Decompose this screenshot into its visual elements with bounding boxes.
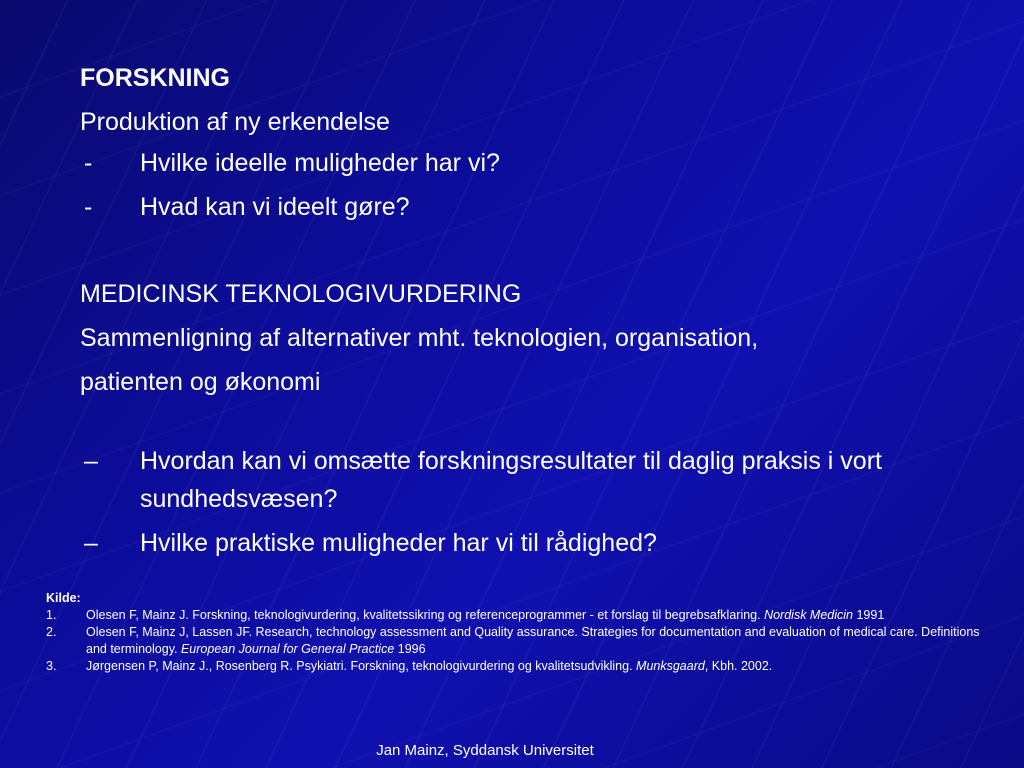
source-number: 2. [46, 625, 57, 639]
line-sammenligning: Sammenligning af alternativer mht. teknologien, organisation, [80, 324, 759, 352]
bullet-item [80, 144, 960, 182]
source-text: Jørgensen P, Mainz J., Rosenberg R. Psykiatri. Forskning, teknologivurdering og kvalitetsudvikling. Munksgaard, Kbh. 2002. [86, 659, 773, 673]
source-text: Olesen F, Mainz J. Forskning, teknologivurdering, kvalitetssikring og referenceprogrammer - et forslag til begrebsafklaring. Nordisk Medicin 1991 [86, 608, 885, 622]
source-item [46, 607, 986, 624]
source-item [46, 624, 986, 658]
bullet-text: Hvad kan vi ideelt gøre? [140, 193, 410, 221]
bullet-item [80, 188, 960, 226]
bullet-mark: – [84, 529, 98, 557]
source-item [46, 658, 986, 675]
line-patienten: patienten og økonomi [80, 368, 321, 396]
heading-mtv: MEDICINSK TEKNOLOGIVURDERING [80, 280, 522, 308]
source-text: Olesen F, Mainz J, Lassen JF. Research, technology assessment and Quality assurance. Strategies for documentation and evaluation of medical care. Definitions and terminology. European Journal for General Practice 1996 [86, 625, 980, 656]
source-journal: European Journal for General Practice [180, 642, 395, 656]
line-produktion: Produktion af ny erkendelse [80, 108, 390, 136]
heading-forskning: FORSKNING [80, 64, 230, 92]
bullet-mark: - [84, 193, 93, 221]
bullet-text: Hvilke ideelle muligheder har vi? [140, 149, 500, 177]
bullet-mark: – [84, 447, 98, 475]
bullet-item [80, 524, 960, 562]
source-journal: Nordisk Medicin [764, 608, 853, 622]
sources-title: Kilde: [46, 591, 81, 605]
bullet-mark: - [84, 149, 93, 177]
slide-content [80, 56, 960, 562]
bullet-item [80, 442, 960, 518]
source-number: 3. [46, 659, 57, 673]
source-number: 1. [46, 608, 57, 622]
bullet-text: Hvilke praktiske muligheder har vi til rådighed? [140, 529, 657, 557]
footer-author: Jan Mainz, Syddansk Universitet [376, 742, 594, 759]
source-journal: Munksgaard [636, 659, 705, 673]
sources-section [46, 590, 986, 675]
bullet-text: Hvordan kan vi omsætte forskningsresultater til daglig praksis i vort sundhedsvæsen? [140, 447, 882, 513]
